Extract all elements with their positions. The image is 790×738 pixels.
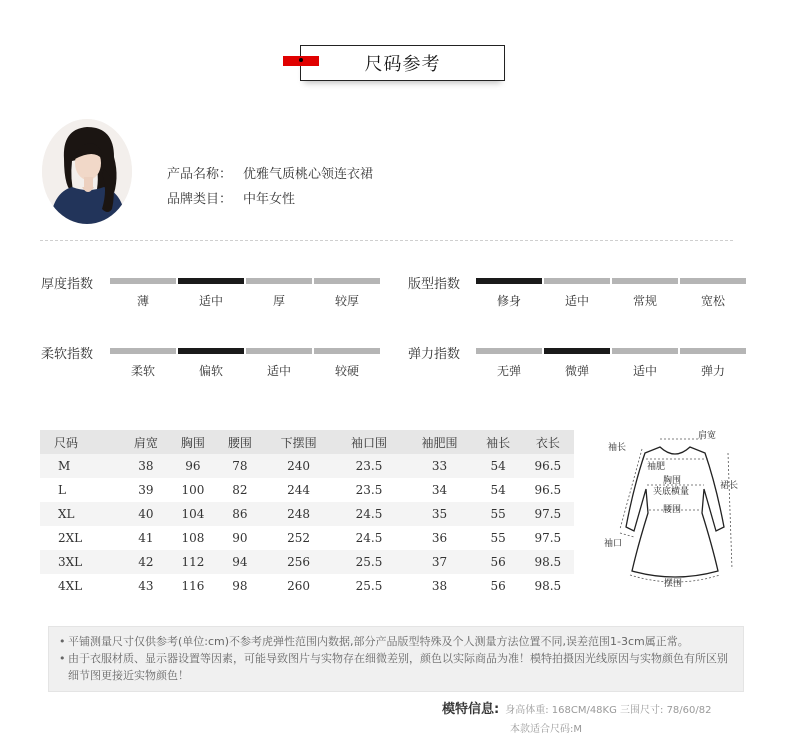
header-cell: 肩宽 (122, 430, 169, 454)
note-text: 平铺测量尺寸仅供参考(单位:cm)不参考虎弹性范围内数据,部分产品版型特殊及个人测量方法位置不同,误差范围1-3cm属正常。 (68, 635, 689, 648)
table-cell: 23.5 (355, 483, 383, 497)
elasticity-index-label: 弹力指数 (408, 347, 461, 362)
table-cell: 97.5 (522, 502, 574, 526)
table-cell: 56 (475, 550, 522, 574)
table-cell: 42 (122, 550, 169, 574)
table-cell: 3XL (40, 550, 122, 574)
table-cell: 23.5 (334, 454, 404, 478)
elasticity-option: 适中 (612, 348, 678, 379)
table-cell: 38 (122, 454, 169, 478)
table-cell: 38 (431, 579, 448, 593)
table-row (40, 454, 574, 478)
header-cell: 袖长 (475, 430, 522, 454)
table-cell: 97.5 (534, 531, 562, 545)
table-cell: 98.5 (534, 579, 562, 593)
thickness-index-label: 厚度指数 (41, 277, 94, 292)
table-cell: 40 (122, 502, 169, 526)
product-category-row (167, 188, 295, 207)
elasticity-index-scale (476, 348, 746, 379)
product-name-value: 优雅气质桃心领连衣裙 (243, 167, 374, 182)
product-category-value: 中年女性 (243, 192, 296, 207)
softness-option-selected: 偏软 (178, 348, 244, 379)
label-chest-note: 夹底横量 (653, 487, 690, 497)
thickness-option: 厚 (246, 278, 312, 309)
elasticity-option-selected: 微弹 (544, 348, 610, 379)
table-cell: 34 (431, 483, 448, 497)
header-cell: 腰围 (216, 430, 263, 454)
table-cell: 37 (404, 550, 474, 574)
table-cell: 90 (232, 531, 248, 545)
fit-option-selected: 修身 (476, 278, 542, 309)
table-cell: 25.5 (355, 579, 383, 593)
table-cell: 100 (181, 483, 205, 497)
table-row (40, 502, 574, 526)
table-cell: 24.5 (334, 502, 404, 526)
label-hem: 摆围 (664, 579, 683, 589)
flag-dot-decoration (299, 58, 303, 62)
softness-option: 适中 (246, 348, 312, 379)
elasticity-option: 弹力 (680, 348, 746, 379)
table-cell: 54 (475, 454, 522, 478)
thickness-option: 较厚 (314, 278, 380, 309)
header-cell: 袖口围 (334, 430, 404, 454)
product-name-label: 产品名称： (167, 167, 233, 182)
table-cell: 248 (263, 502, 333, 526)
fit-option: 适中 (544, 278, 610, 309)
bullet-icon: • (59, 652, 66, 665)
table-cell: 39 (138, 483, 154, 497)
thickness-option: 薄 (110, 278, 176, 309)
note-item (59, 633, 733, 650)
table-cell: 98 (232, 579, 248, 593)
table-cell: M (40, 454, 122, 478)
size-table-header (40, 430, 574, 454)
label-dress-length: 裙长 (720, 481, 739, 491)
table-cell: 112 (169, 550, 216, 574)
label-cuff: 袖口 (604, 539, 623, 549)
label-waist: 腰围 (663, 505, 682, 515)
note-item (59, 650, 733, 684)
section-divider (40, 240, 733, 241)
table-cell: 116 (181, 579, 205, 593)
table-cell: 82 (232, 483, 248, 497)
table-cell: 256 (263, 550, 333, 574)
fit-index-scale (476, 278, 746, 309)
table-cell: 54 (490, 483, 506, 497)
fit-index-label: 版型指数 (408, 277, 461, 292)
table-cell: 2XL (58, 531, 83, 545)
thickness-index-scale (110, 278, 380, 309)
table-cell: 96.5 (534, 483, 562, 497)
table-row (40, 574, 574, 598)
label-sleeve-length: 袖长 (608, 443, 627, 453)
header-cell: 下摆围 (263, 430, 333, 454)
table-cell: 36 (431, 531, 448, 545)
softness-index-scale (110, 348, 380, 379)
softness-option: 较硬 (314, 348, 380, 379)
table-cell: 33 (404, 454, 474, 478)
model-info (442, 698, 712, 717)
table-cell: 43 (138, 579, 154, 593)
table-cell: 104 (169, 502, 216, 526)
table-cell: 98.5 (522, 550, 574, 574)
model-portrait-image (42, 119, 132, 224)
table-row (40, 550, 574, 574)
elasticity-option: 无弹 (476, 348, 542, 379)
product-name-row (167, 163, 373, 182)
table-cell: 41 (138, 531, 154, 545)
softness-option: 柔软 (110, 348, 176, 379)
model-avatar (42, 119, 132, 224)
table-cell: XL (40, 502, 122, 526)
title-banner (300, 45, 505, 81)
label-chest: 胸围 (663, 476, 682, 486)
table-cell: 35 (404, 502, 474, 526)
size-table (40, 430, 574, 598)
header-cell: 胸围 (169, 430, 216, 454)
table-cell: 260 (287, 579, 311, 593)
table-cell: 244 (287, 483, 311, 497)
notes-box (48, 626, 744, 692)
table-cell: 96 (169, 454, 216, 478)
label-sleeve-width: 袖肥 (647, 462, 666, 472)
table-cell: 96.5 (522, 454, 574, 478)
note-text: 由于衣服材质、显示器设置等因素，可能导致图片与实物存在细微差别，颜色以实际商品为准！模特拍摄因光线原因与实物颜色有所区别细节图更接近实物颜色！ (68, 652, 728, 682)
model-info-label: 模特信息: (442, 702, 500, 717)
header-cell: 衣长 (522, 430, 574, 454)
table-cell: 108 (181, 531, 205, 545)
table-cell: 78 (216, 454, 263, 478)
measurement-diagram (600, 425, 750, 595)
table-row (40, 478, 574, 502)
header-cell: 袖肥围 (404, 430, 474, 454)
bullet-icon: • (59, 635, 66, 648)
model-size-info: 本款适合尺码:M (510, 724, 582, 735)
page-title: 尺码参考 (300, 45, 505, 81)
fit-option: 宽松 (680, 278, 746, 309)
table-cell: 55 (475, 502, 522, 526)
table-cell: 56 (490, 579, 506, 593)
product-category-label: 品牌类目： (167, 192, 233, 207)
thickness-option-selected: 适中 (178, 278, 244, 309)
model-body-info: 身高体重: 168CM/48KG 三围尺寸: 78/60/82 (505, 705, 712, 716)
table-cell: 94 (216, 550, 263, 574)
table-cell: L (58, 483, 66, 497)
label-shoulder: 肩宽 (698, 431, 717, 441)
table-cell: 240 (263, 454, 333, 478)
table-cell: 24.5 (355, 531, 383, 545)
header-cell: 尺码 (40, 430, 122, 454)
softness-index-label: 柔软指数 (41, 347, 94, 362)
table-cell: 4XL (58, 579, 83, 593)
table-cell: 86 (216, 502, 263, 526)
table-cell: 25.5 (334, 550, 404, 574)
table-row (40, 526, 574, 550)
table-cell: 252 (287, 531, 311, 545)
table-cell: 55 (490, 531, 506, 545)
fit-option: 常规 (612, 278, 678, 309)
